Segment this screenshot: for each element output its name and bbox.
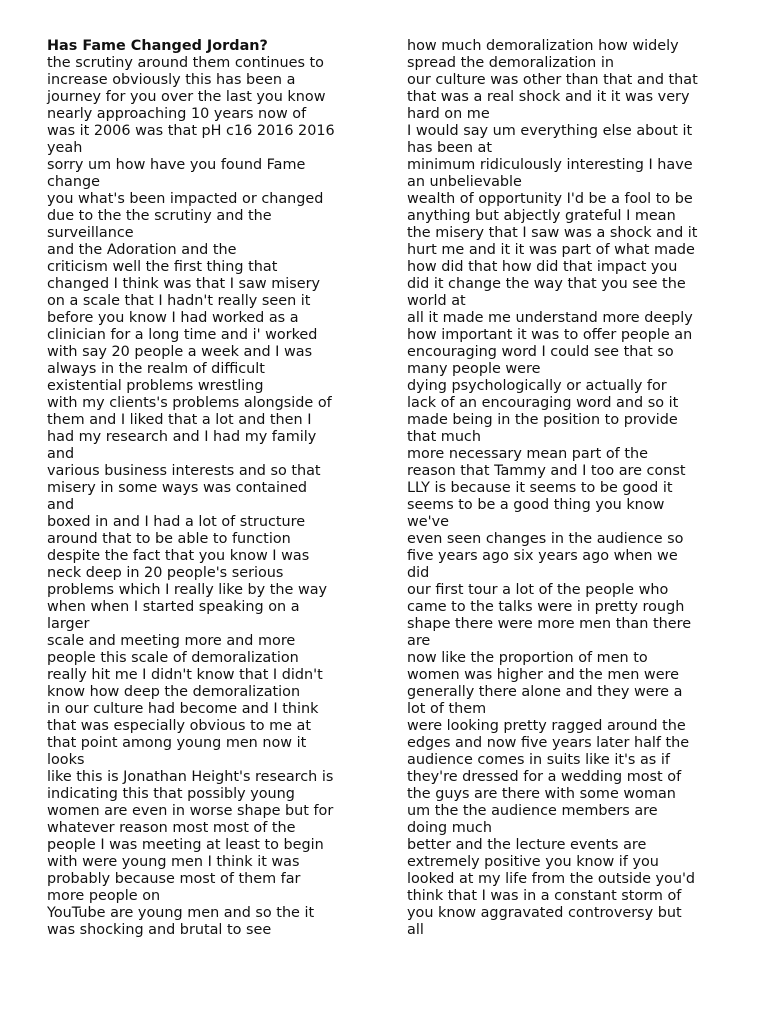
text-line: reason that Tammy and I too are const bbox=[407, 463, 686, 479]
text-line: more people on bbox=[47, 888, 161, 904]
text-line: has been at bbox=[407, 140, 493, 156]
text-line: wealth of opportunity I'd be a fool to be bbox=[407, 191, 693, 207]
text-line: know how deep the demoralization bbox=[47, 684, 301, 700]
text-line: and bbox=[47, 497, 75, 513]
text-line: that was especially obvious to me at bbox=[47, 718, 311, 734]
text-line: probably because most of them far bbox=[47, 871, 301, 887]
text-line: yeah bbox=[47, 140, 83, 156]
text-line: them and I liked that a lot and then I bbox=[47, 412, 312, 428]
text-line: dying psychologically or actually for bbox=[407, 378, 667, 394]
text-line: um the the audience members are bbox=[407, 803, 658, 819]
text-line: they're dressed for a wedding most of bbox=[407, 769, 682, 785]
text-line: increase obviously this has been a bbox=[47, 72, 296, 88]
text-line: women are even in worse shape but for bbox=[47, 803, 334, 819]
text-line: around that to be able to function bbox=[47, 531, 291, 547]
text-line: sorry um how have you found Fame bbox=[47, 157, 306, 173]
text-line: women was higher and the men were bbox=[407, 667, 680, 683]
text-line: and bbox=[47, 446, 75, 462]
text-line: and the Adoration and the bbox=[47, 242, 237, 258]
text-line: journey for you over the last you know bbox=[47, 89, 326, 105]
text-line: changed I think was that I saw misery bbox=[47, 276, 321, 292]
text-line: clinician for a long time and i' worked bbox=[47, 327, 318, 343]
text-line: five years ago six years ago when we bbox=[407, 548, 678, 564]
text-line: you know aggravated controversy but bbox=[407, 905, 682, 921]
text-line: LLY is because it seems to be good it bbox=[407, 480, 673, 496]
text-line: neck deep in 20 people's serious bbox=[47, 565, 284, 581]
text-line: lot of them bbox=[407, 701, 487, 717]
text-line: with say 20 people a week and I was bbox=[47, 344, 313, 360]
text-line: whatever reason most most of the bbox=[47, 820, 296, 836]
text-line: the guys are there with some woman bbox=[407, 786, 676, 802]
text-line: YouTube are young men and so the it bbox=[47, 905, 315, 921]
text-line: like this is Jonathan Height's research is bbox=[47, 769, 334, 785]
text-line: problems which I really like by the way bbox=[47, 582, 328, 598]
text-line: with were young men I think it was bbox=[47, 854, 300, 870]
text-line: always in the realm of difficult bbox=[47, 361, 265, 377]
text-line: how did that how did that impact you bbox=[407, 259, 678, 275]
text-line: all bbox=[407, 922, 424, 938]
text-line: more necessary mean part of the bbox=[407, 446, 648, 462]
text-line: hurt me and it it was part of what made bbox=[407, 242, 695, 258]
text-line: that much bbox=[407, 429, 481, 445]
text-line: was shocking and brutal to see bbox=[47, 922, 272, 938]
text-line: audience comes in suits like it's as if bbox=[407, 752, 670, 768]
text-line: even seen changes in the audience so bbox=[407, 531, 684, 547]
text-line: how important it was to offer people an bbox=[407, 327, 693, 343]
text-line: had my research and I had my family bbox=[47, 429, 317, 445]
text-line: larger bbox=[47, 616, 90, 632]
text-line: an unbelievable bbox=[407, 174, 522, 190]
text-line: really hit me I didn't know that I didn't bbox=[47, 667, 323, 683]
text-line: change bbox=[47, 174, 100, 190]
text-line: that point among young men now it bbox=[47, 735, 307, 751]
text-line: nearly approaching 10 years now of bbox=[47, 106, 307, 122]
text-line: generally there alone and they were a bbox=[407, 684, 683, 700]
left-column bbox=[47, 38, 377, 939]
text-line: did bbox=[407, 565, 430, 581]
text-line: were looking pretty ragged around the bbox=[407, 718, 686, 734]
text-line: extremely positive you know if you bbox=[407, 854, 659, 870]
text-line: despite the fact that you know I was bbox=[47, 548, 310, 564]
text-line: that was a real shock and it it was very bbox=[407, 89, 690, 105]
text-line: seems to be a good thing you know bbox=[407, 497, 665, 513]
text-line: was it 2006 was that pH c16 2016 2016 bbox=[47, 123, 335, 139]
text-line: spread the demoralization in bbox=[407, 55, 614, 71]
text-line: now like the proportion of men to bbox=[407, 650, 648, 666]
text-line: all it made me understand more deeply bbox=[407, 310, 693, 326]
text-line: the scrutiny around them continues to bbox=[47, 55, 324, 71]
text-line: existential problems wrestling bbox=[47, 378, 264, 394]
text-line: many people were bbox=[407, 361, 541, 377]
text-line: due to the the scrutiny and the bbox=[47, 208, 272, 224]
text-line: world at bbox=[407, 293, 466, 309]
text-line: shape there were more men than there bbox=[407, 616, 692, 632]
text-line: indicating this that possibly young bbox=[47, 786, 295, 802]
text-line: scale and meeting more and more bbox=[47, 633, 296, 649]
text-line: surveillance bbox=[47, 225, 134, 241]
text-line: our first tour a lot of the people who bbox=[407, 582, 669, 598]
text-line: we've bbox=[407, 514, 449, 530]
text-line: came to the talks were in pretty rough bbox=[407, 599, 685, 615]
text-line: the misery that I saw was a shock and it bbox=[407, 225, 698, 241]
text-line: minimum ridiculously interesting I have bbox=[407, 157, 693, 173]
text-line: our culture was other than that and that bbox=[407, 72, 698, 88]
text-line: did it change the way that you see the bbox=[407, 276, 686, 292]
text-line: in our culture had become and I think bbox=[47, 701, 319, 717]
text-line: before you know I had worked as a bbox=[47, 310, 299, 326]
text-line: are bbox=[407, 633, 431, 649]
text-line: I would say um everything else about it bbox=[407, 123, 693, 139]
text-line: edges and now five years later half the bbox=[407, 735, 690, 751]
text-line: various business interests and so that bbox=[47, 463, 321, 479]
text-line: with my clients's problems alongside of bbox=[47, 395, 332, 411]
text-line: looks bbox=[47, 752, 85, 768]
right-column bbox=[407, 38, 737, 939]
text-line: encouraging word I could see that so bbox=[407, 344, 674, 360]
text-line: made being in the position to provide bbox=[407, 412, 678, 428]
text-line: anything but abjectly grateful I mean bbox=[407, 208, 676, 224]
text-line: how much demoralization how widely bbox=[407, 38, 679, 54]
text-line: doing much bbox=[407, 820, 492, 836]
text-line: criticism well the first thing that bbox=[47, 259, 278, 275]
text-line: think that I was in a constant storm of bbox=[407, 888, 682, 904]
text-line: when when I started speaking on a bbox=[47, 599, 300, 615]
text-line: people I was meeting at least to begin bbox=[47, 837, 324, 853]
text-line: looked at my life from the outside you'd bbox=[407, 871, 696, 887]
text-line: misery in some ways was contained bbox=[47, 480, 308, 496]
text-line: on a scale that I hadn't really seen it bbox=[47, 293, 311, 309]
document-title: Has Fame Changed Jordan? bbox=[47, 38, 268, 54]
text-line: boxed in and I had a lot of structure bbox=[47, 514, 306, 530]
text-line: you what's been impacted or changed bbox=[47, 191, 324, 207]
text-line: hard on me bbox=[407, 106, 490, 122]
text-line: people this scale of demoralization bbox=[47, 650, 299, 666]
text-line: better and the lecture events are bbox=[407, 837, 647, 853]
text-line: lack of an encouraging word and so it bbox=[407, 395, 679, 411]
